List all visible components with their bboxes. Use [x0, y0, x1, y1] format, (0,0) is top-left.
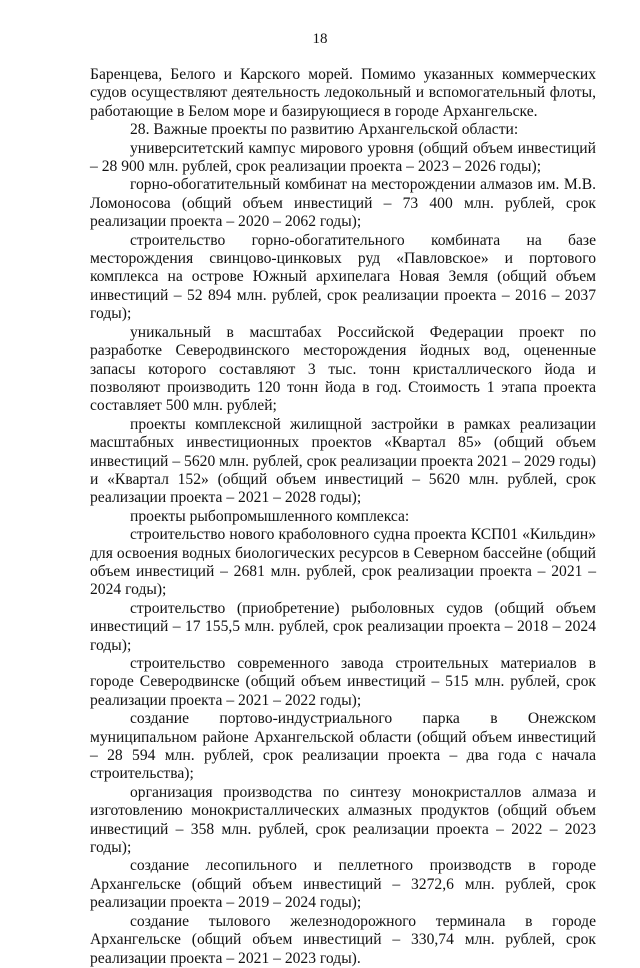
paragraph: уникальный в масштабах Российской Федерации проект по разработке Северодвинского месторождения йодных вод, оцененные запасы которого составляют 3 тыс. тонн кристаллического йода и позволяют производить 120 тонн йода в год. Стоимость 1 этапа проекта составляет 500 млн. рублей; [90, 323, 596, 415]
paragraph: строительство (приобретение) рыболовных судов (общий объем инвестиций – 17 155,5 млн. рублей, срок реализации проекта – 2018 – 2024 годы); [90, 599, 596, 654]
paragraph: проекты комплексной жилищной застройки в рамках реализации масштабных инвестиционных проектов «Квартал 85» (общий объем инвестиций – 5620 млн. рублей, срок реализации проекта 2021 – 2029 годы) и «Квартал 152» (общий объем инвестиций – 5620 млн. рублей, срок реализации проекта – 2021 – 2028 годы); [90, 415, 596, 507]
paragraph: проекты рыбопромышленного комплекса: [130, 507, 410, 525]
paragraph: создание портово-индустриального парка в Онежском муниципальном районе Архангельской области (общий объем инвестиций – 28 594 млн. рублей, срок реализации проекта – два года с начала строительства); [90, 710, 596, 783]
page-body [90, 66, 596, 968]
paragraph: строительство нового краболовного судна проекта КСП01 «Кильдин» для освоения водных биологических ресурсов в Северном бассейне (общий объем инвестиций – 2681 млн. рублей, срок реализации проекта – 2021 – 2024 годы); [90, 526, 596, 599]
paragraph: организация производства по синтезу монокристаллов алмаза и изготовлению монокристаллических алмазных продуктов (общий объем инвестиций – 358 млн. рублей, срок реализации проекта – 2022 – 2023 годы); [90, 783, 596, 857]
paragraph: Баренцева, Белого и Карского морей. Помимо указанных коммерческих судов осуществляют деятельность ледокольный и вспомогательный флоты, работающие в Белом море и базирующиеся в городе Архангельске. [90, 66, 596, 120]
paragraph: строительство современного завода строительных материалов в городе Северодвинске (общий объем инвестиций – 515 млн. рублей, срок реализации проекта – 2021 – 2022 годы); [90, 655, 596, 709]
page-number: 18 [312, 31, 328, 47]
paragraph: университетский кампус мирового уровня (общий объем инвестиций – 28 900 млн. рублей, срок реализации проекта – 2023 – 2026 годы); [90, 139, 596, 176]
paragraph: 28. Важные проекты по развитию Архангельской области: [130, 121, 519, 139]
paragraph: создание тылового железнодорожного терминала в городе Архангельске (общий объем инвестиций – 330,74 млн. рублей, срок реализации проекта – 2021 – 2023 годы). [90, 912, 596, 967]
paragraph: создание лесопильного и пеллетного производств в городе Архангельске (общий объем инвестиций – 3272,6 млн. рублей, срок реализации проекта – 2019 – 2024 годы); [90, 857, 596, 912]
paragraph: строительство горно-обогатительного комбината на базе месторождения свинцово-цинковых руд «Павловское» и портового комплекса на острове Южный архипелага Новая Земля (общий объем инвестиций – 52 894 млн. рублей, срок реализации проекта – 2016 – 2037 годы); [90, 231, 596, 323]
paragraph: горно-обогатительный комбинат на месторождении алмазов им. М.В. Ломоносова (общий объем инвестиций – 73 400 млн. рублей, срок реализации проекта – 2020 – 2062 годы); [90, 176, 596, 231]
